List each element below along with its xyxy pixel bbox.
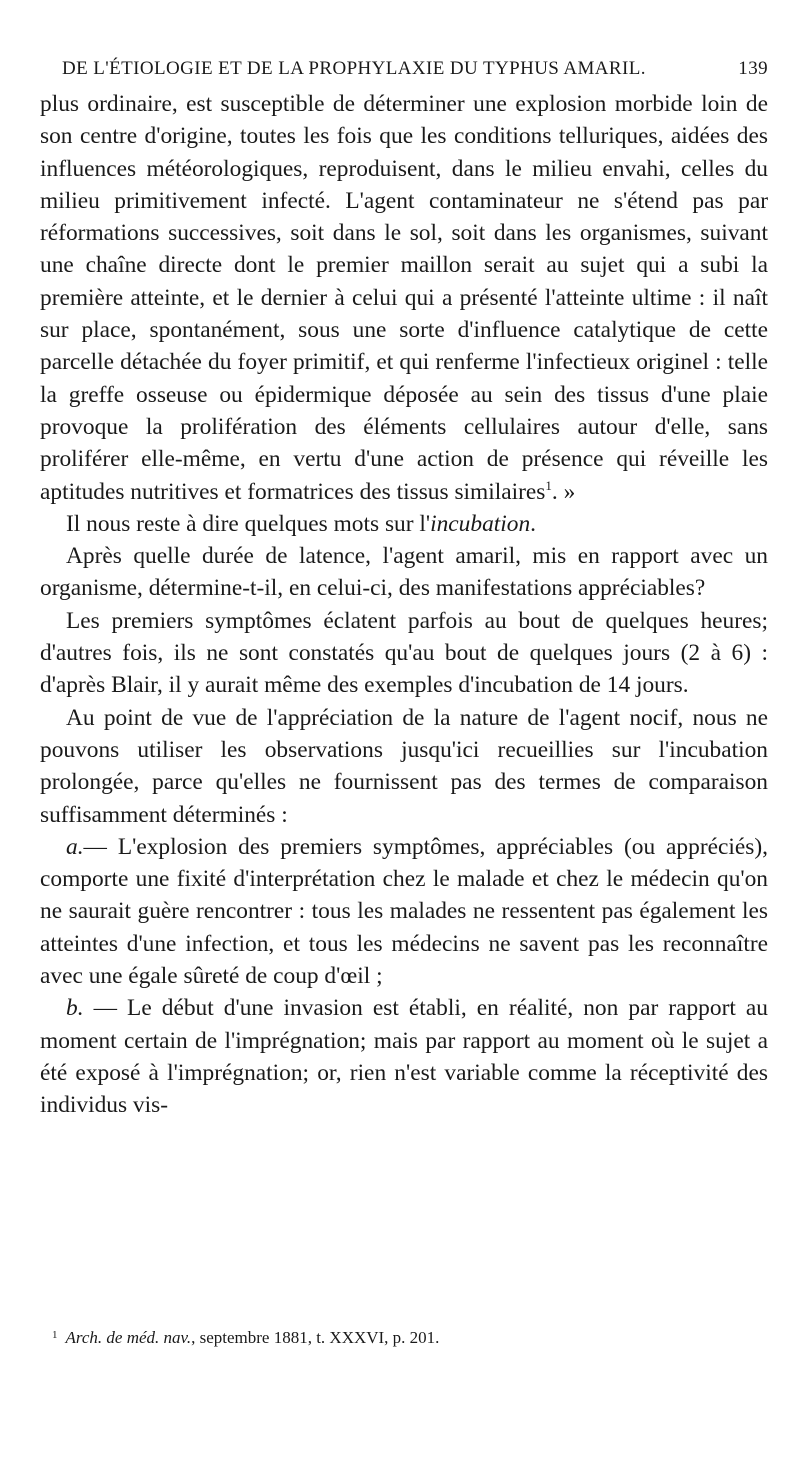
body-text <box>40 88 768 1122</box>
footnote-mark: 1 <box>52 1329 58 1341</box>
paragraph-point-a <box>40 831 768 992</box>
paragraph-text-end: . <box>530 510 537 537</box>
paragraph-text: plus ordinaire, est susceptible de déterminer une explosion morbide loin de son centre d'origine, toutes les fois que les conditions telluriques, aidées des influences météorologiques, reproduisent, dans le milieu envahi, celles du milieu primitivement infecté. L'agent contaminateur ne s'étend pas par réformations successives, soit dans le sol, soit dans les organismes, suivant une chaîne directe dont le premier maillon serait au sujet qui a subi la première atteinte, et le dernier à celui qui a présenté l'atteinte ultime : il naît sur place, spontanément, sous une sorte d'influence catalytique de cette parcelle détachée du foyer primitif, et qui renferme l'infectieux originel : telle la greffe osseuse ou épidermique déposée au sein des tissus d'une plaie provoque la prolifération des éléments cellulaires autour d'elle, sans proliférer elle-même, en vertu d'une action de présence qui réveille les aptitudes nutritives et formatrices des tissus similaires <box>40 91 768 505</box>
italic-term: incubation <box>430 510 531 537</box>
paragraph-point-b <box>40 992 768 1121</box>
document-page <box>40 58 768 1122</box>
paragraph-symptoms: Les premiers symptômes éclatent parfois au bout de quelques heures; d'autres fois, ils ne sont constatés qu'au bout de quelques jours (2 à 6) : d'après Blair, il y aurait même des exemples d'incubation de 14 jours. <box>40 607 768 699</box>
footnote-details: , septembre 1881, t. XXXVI, p. 201. <box>191 1328 440 1347</box>
running-title: DE L'ÉTIOLOGIE ET DE LA PROPHYLAXIE DU TYPHUS AMARIL. <box>62 58 646 79</box>
paragraph-continuation <box>40 88 768 508</box>
paragraph-appreciation: Au point de vue de l'appréciation de la nature de l'agent nocif, nous ne pouvons utiliser les observations jusqu'ici recueillies sur l'incubation prolongée, parce qu'elles ne fournissent pas des termes de comparaison suffisamment déterminés : <box>40 704 768 828</box>
paragraph-text: Il nous reste à dire quelques mots sur l' <box>66 510 431 537</box>
footnote-reference: 1 <box>545 477 552 493</box>
list-label-b: b. <box>66 995 84 1022</box>
footnote-source: Arch. de méd. nav. <box>65 1328 192 1347</box>
paragraph-question: Après quelle durée de latence, l'agent amaril, mis en rapport avec un organisme, détermine-t-il, en celui-ci, des manifestations appréciables? <box>40 543 768 602</box>
paragraph-text: — L'explosion des premiers symptômes, appréciables (ou appréciés), comporte une fixité d'interprétation chez le malade et chez le médecin qu'on ne saurait guère rencontrer : tous les malades ne ressentent pas également les atteintes d'une infection, et tous les médecins ne savent pas les reconnaître avec une égale sûreté de coup d'œil ; <box>40 833 768 990</box>
list-label-a: a. <box>66 833 84 860</box>
paragraph-incubation-intro <box>40 508 768 540</box>
running-header <box>40 58 768 80</box>
footnote <box>40 1328 780 1348</box>
paragraph-text: — Le début d'une invasion est établi, en réalité, non par rapport au moment certain de l'imprégnation; mais par rapport au moment où le sujet a été exposé à l'imprégnation; or, rien n'est variable comme la réceptivité des individus vis- <box>40 995 768 1119</box>
page-number: 139 <box>738 58 768 79</box>
quote-close: . » <box>551 478 576 505</box>
